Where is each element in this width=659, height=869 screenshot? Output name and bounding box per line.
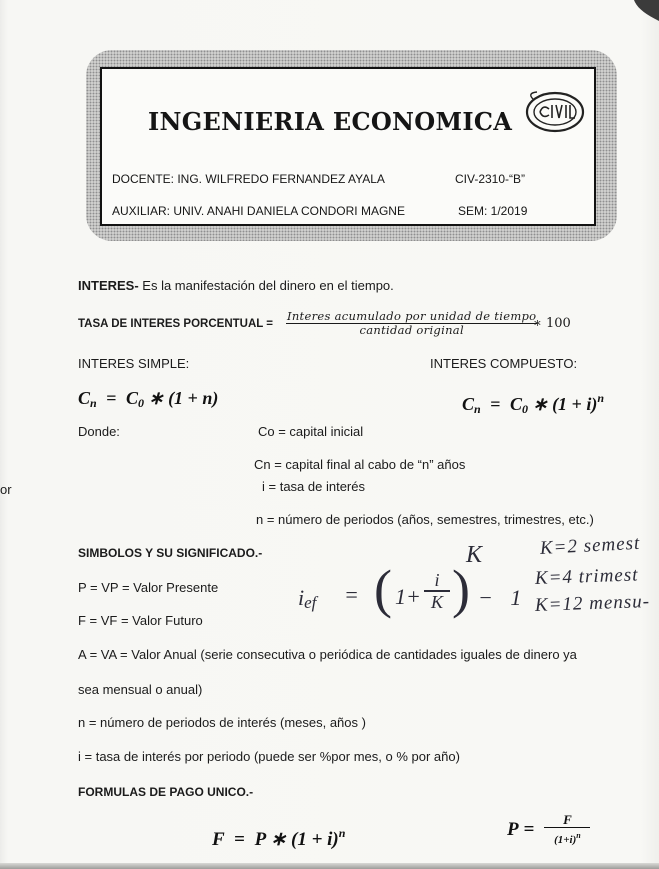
formula-lhs-sub: n bbox=[90, 396, 97, 410]
present-value-formula bbox=[507, 810, 590, 850]
tasa-label: TASA DE INTERES PORCENTUAL = bbox=[78, 318, 273, 330]
donde-item: Cn = capital final al cabo de “n” años bbox=[254, 457, 466, 472]
formula-exponent: n bbox=[338, 826, 346, 840]
present-numerator: F bbox=[544, 812, 590, 828]
simbolo-item: F = VF = Valor Futuro bbox=[78, 613, 203, 628]
present-denominator-exponent: n bbox=[576, 831, 581, 840]
faculty-logo-icon bbox=[525, 90, 585, 134]
formula-base-sub: 0 bbox=[137, 396, 144, 410]
formula-rhs: P ∗ (1 + i) bbox=[254, 829, 339, 850]
formula-lhs: F bbox=[212, 829, 225, 850]
tasa-multiplier: ∗ 100 bbox=[533, 316, 571, 331]
compound-interest-formula bbox=[462, 387, 604, 420]
donde-item: i = tasa de interés bbox=[262, 479, 365, 494]
page-corner-fold bbox=[626, 0, 659, 26]
page-title: INGENIERIA ECONOMICA bbox=[148, 107, 513, 136]
donde-label: Donde: bbox=[78, 424, 120, 439]
ief-tail: − 1 bbox=[478, 585, 522, 610]
formula-eq: = bbox=[523, 819, 535, 840]
tasa-numerator: Interes acumulado por unidad de tiempo bbox=[287, 309, 537, 323]
formula-base: C bbox=[125, 388, 138, 408]
simbolos-heading: SIMBOLOS Y SU SIGNIFICADO.- bbox=[78, 546, 263, 560]
pago-unico-heading: FORMULAS DE PAGO UNICO.- bbox=[78, 785, 254, 799]
auxiliar-line: AUXILIAR: UNIV. ANAHI DANIELA CONDORI MAGNE bbox=[112, 204, 405, 218]
ief-numerator: i bbox=[424, 570, 450, 592]
ief-denominator: K bbox=[430, 592, 443, 612]
margin-fragment: or bbox=[0, 482, 12, 497]
ief-symbol-sub: ef bbox=[304, 593, 317, 612]
ief-symbol bbox=[298, 586, 316, 615]
formula-lhs: P bbox=[507, 819, 519, 840]
future-value-formula bbox=[212, 821, 345, 852]
donde-item: n = número de periodos (años, semestres, trimestres, etc.) bbox=[256, 512, 594, 527]
present-denominator bbox=[554, 828, 581, 848]
course-code: CIV-2310-“B” bbox=[455, 172, 526, 186]
formula-base: C bbox=[509, 394, 522, 414]
formula-eq: = bbox=[106, 388, 117, 408]
ief-close-paren: ) bbox=[452, 559, 470, 619]
formula-eq: = bbox=[234, 829, 245, 850]
formula-exponent: n bbox=[597, 391, 604, 405]
ief-one-plus: 1+ bbox=[395, 584, 421, 609]
interes-compuesto-heading: INTERES COMPUESTO: bbox=[430, 356, 578, 371]
formula-lhs: C bbox=[78, 388, 91, 408]
interes-definition bbox=[78, 278, 394, 294]
tasa-fraction bbox=[286, 310, 537, 337]
handwritten-k-value: K=12 mensu- bbox=[534, 590, 651, 616]
ief-open-paren: ( bbox=[374, 559, 392, 619]
interes-text: Es la manifestación del dinero en el tiempo. bbox=[142, 278, 394, 293]
simbolo-item: P = VP = Valor Presente bbox=[78, 580, 219, 595]
formula-eq: = bbox=[490, 394, 501, 414]
present-denominator-base: (1+i) bbox=[554, 834, 577, 846]
semester-label: SEM: 1/2019 bbox=[458, 204, 528, 218]
handwritten-k-mark: K bbox=[466, 542, 483, 568]
formula-rest: ∗ (1 + n) bbox=[148, 388, 219, 408]
donde-item: Co = capital inicial bbox=[258, 424, 364, 439]
ief-symbol-base: i bbox=[298, 585, 305, 610]
handwritten-k-value: K=4 trimest bbox=[534, 564, 639, 589]
ief-eq: = bbox=[344, 582, 359, 607]
formula-base-sub: 0 bbox=[521, 402, 528, 416]
ief-fraction bbox=[424, 570, 450, 612]
docente-line: DOCENTE: ING. WILFREDO FERNANDEZ AYALA bbox=[112, 172, 385, 186]
simbolo-item: A = VA = Valor Anual (serie consecutiva o periódica de cantidades iguales de dinero ya bbox=[78, 647, 577, 662]
formula-lhs-sub: n bbox=[474, 402, 481, 416]
present-fraction bbox=[544, 812, 590, 848]
handwritten-k-value: K=2 semest bbox=[539, 532, 641, 559]
formula-lhs: C bbox=[462, 394, 475, 414]
interes-term: INTERES- bbox=[78, 278, 139, 293]
header-box bbox=[100, 67, 596, 226]
simbolo-item: n = número de periodos de interés (meses, años ) bbox=[78, 715, 366, 730]
formula-rest: ∗ (1 + i) bbox=[532, 394, 598, 414]
simbolo-item: i = tasa de interés por periodo (puede ser %por mes, o % por año) bbox=[78, 749, 460, 764]
page-bottom-edge bbox=[0, 863, 659, 869]
handwritten-effective-rate-formula bbox=[296, 559, 526, 626]
simple-interest-formula bbox=[78, 387, 218, 414]
tasa-denominator: cantidad original bbox=[359, 323, 464, 337]
simbolo-item: sea mensual o anual) bbox=[78, 682, 203, 697]
interes-simple-heading: INTERES SIMPLE: bbox=[78, 356, 190, 371]
